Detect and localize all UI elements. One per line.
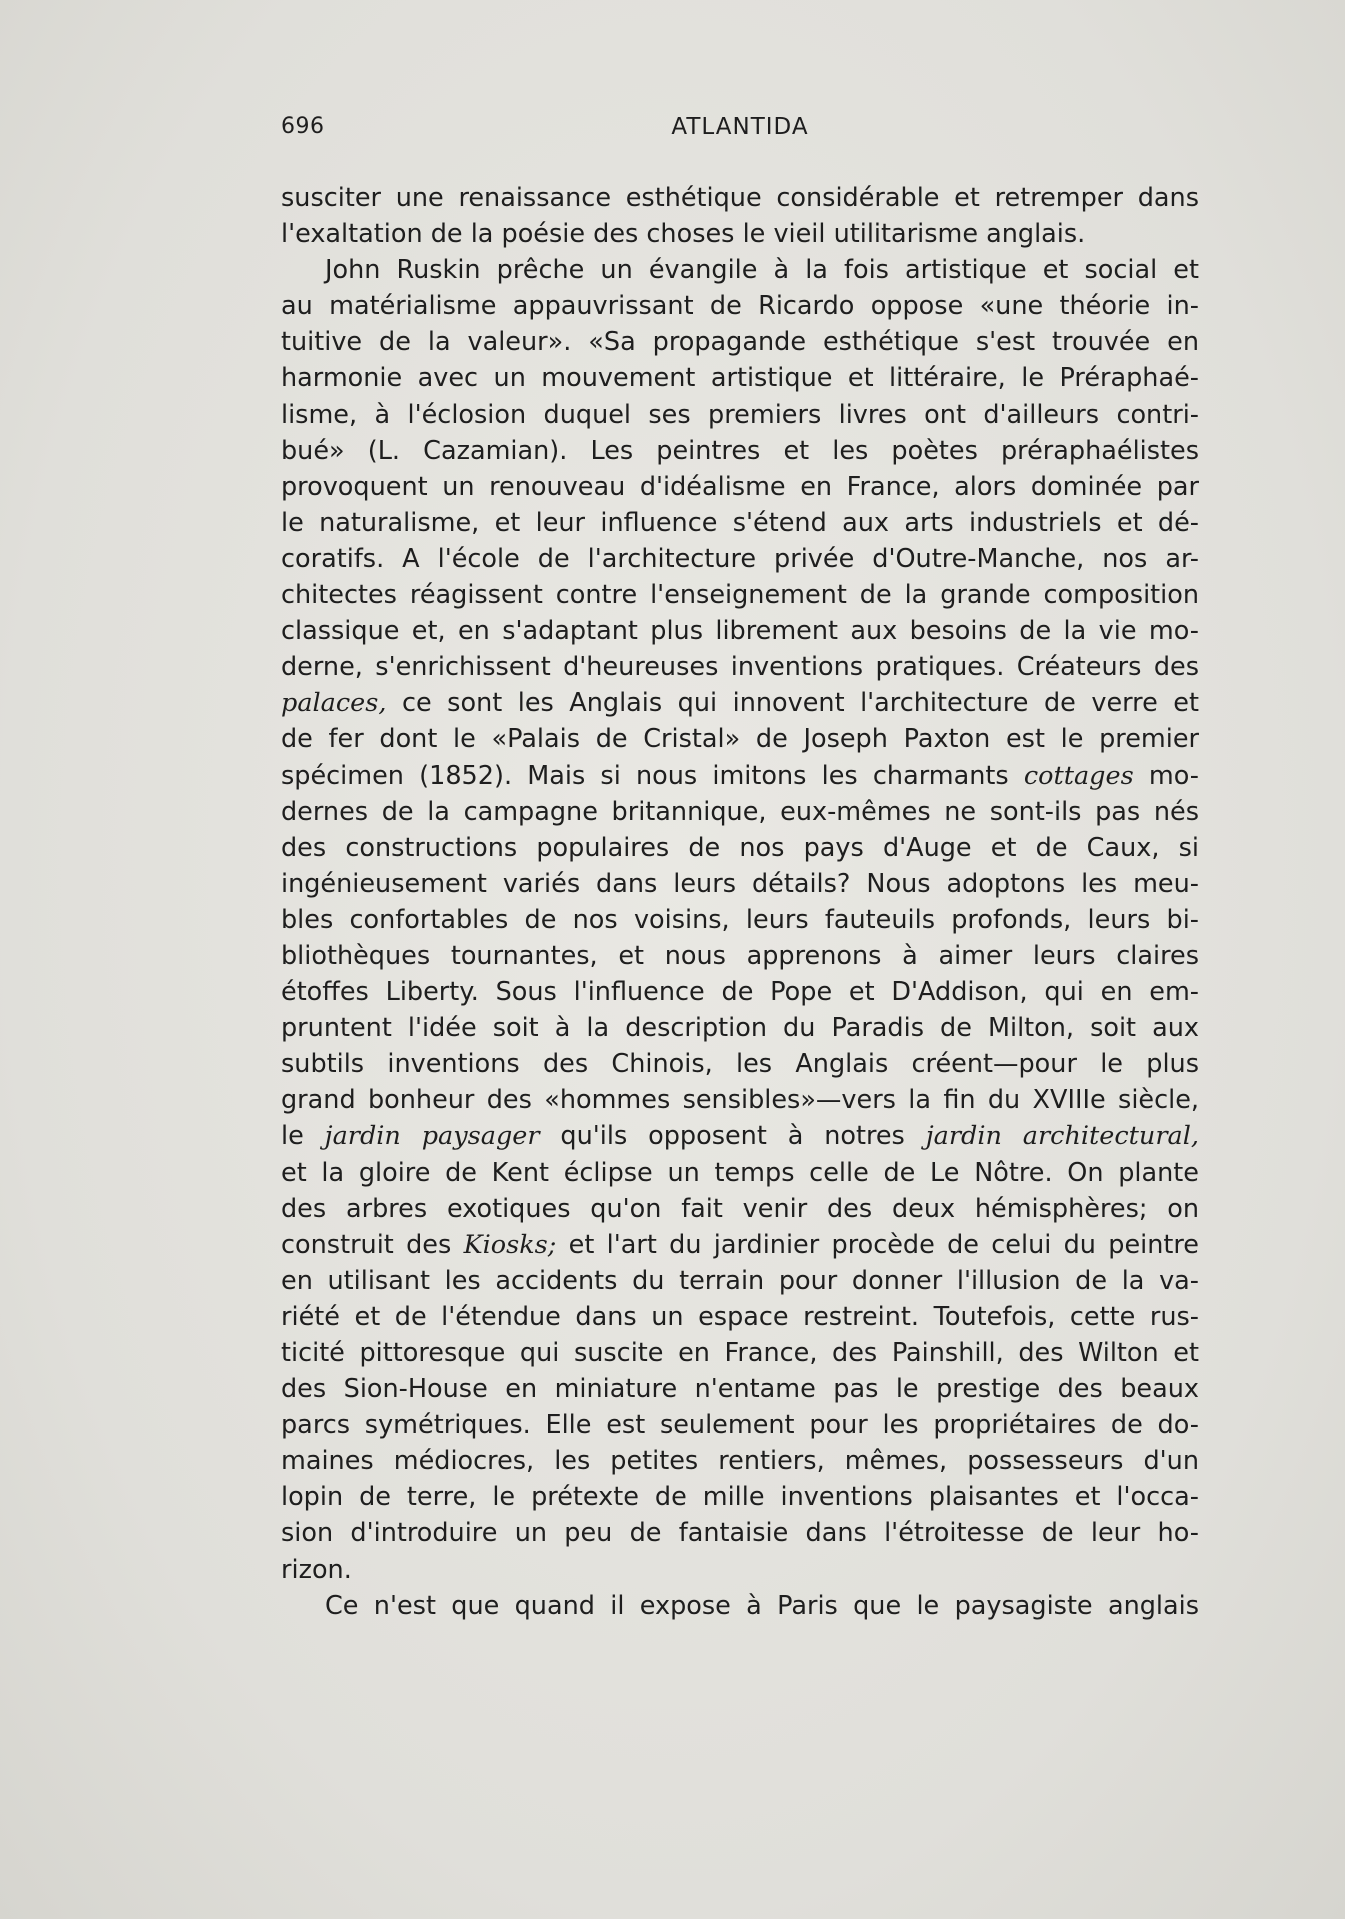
running-head: ATLANTIDA (671, 114, 809, 140)
italic-term: Kiosks; (463, 1229, 557, 1260)
text-line: coratifs. A l'école de l'architecture privée d'Outre-Manche, nos ar- (281, 543, 1199, 574)
text-line: et la gloire de Kent éclipse un temps celle de Le Nôtre. On plante (281, 1157, 1199, 1188)
text-line (281, 685, 1199, 721)
text-line: Ce n'est que quand il expose à Paris que le paysagiste anglais (325, 1590, 1199, 1621)
text-line: parcs symétriques. Elle est seulement pour les propriétaires de do- (281, 1410, 1199, 1441)
text-line: bles confortables de nos voisins, leurs fauteuils profonds, leurs bi- (281, 904, 1199, 935)
text-line: chitectes réagissent contre l'enseignement de la grande composition (281, 580, 1199, 611)
text-line: classique et, en s'adaptant plus librement aux besoins de la vie mo- (281, 616, 1199, 647)
page-header (281, 114, 1199, 150)
text-line: des constructions populaires de nos pays d'Auge et de Caux, si (281, 832, 1199, 863)
text-line: au matérialisme appauvrissant de Ricardo oppose «une théorie in- (281, 291, 1199, 322)
text-line: étoffes Liberty. Sous l'influence de Pope et D'Addison, qui en em- (281, 977, 1199, 1008)
text-line: des Sion-House en miniature n'entame pas le prestige des beaux (281, 1374, 1199, 1405)
text-line: riété et de l'étendue dans un espace restreint. Toutefois, cette rus- (281, 1301, 1199, 1332)
text-line: tuitive de la valeur». «Sa propagande esthétique s'est trouvée en (281, 327, 1199, 358)
text-line: l'exaltation de la poésie des choses le vieil utilitarisme anglais. (281, 219, 1086, 250)
text-line: de fer dont le «Palais de Cristal» de Joseph Paxton est le premier (281, 724, 1199, 755)
text-segment: spécimen (1852). Mais si nous imitons les charmants (281, 760, 1024, 791)
text-segment: construit des (281, 1229, 464, 1260)
text-segment: qu'ils opposent à notres (539, 1121, 926, 1152)
text-line: bliothèques tournantes, et nous apprenons à aimer leurs claires (281, 940, 1199, 971)
text-line: harmonie avec un mouvement artistique et littéraire, le Préraphaé- (281, 363, 1199, 394)
text-line: John Ruskin prêche un évangile à la fois artistique et social et (325, 255, 1199, 286)
text-line: lisme, à l'éclosion duquel ses premiers livres ont d'ailleurs contri- (281, 399, 1199, 430)
text-line: provoquent un renouveau d'idéalisme en France, alors dominée par (281, 471, 1199, 502)
text-line: lopin de terre, le prétexte de mille inventions plaisantes et l'occa- (281, 1482, 1199, 1513)
text-line (281, 758, 1199, 794)
text-line: susciter une renaissance esthétique considérable et retremper dans (281, 183, 1199, 213)
text-line (281, 1118, 1199, 1154)
text-line: maines médiocres, les petites rentiers, mêmes, possesseurs d'un (281, 1446, 1199, 1477)
text-line: en utilisant les accidents du terrain pour donner l'illusion de la va- (281, 1265, 1199, 1296)
italic-term: cottages (1023, 760, 1134, 791)
text-line: le naturalisme, et leur influence s'étend aux arts industriels et dé- (281, 507, 1199, 538)
text-line: pruntent l'idée soit à la description du Paradis de Milton, soit aux (281, 1013, 1199, 1044)
italic-term: palaces, (281, 688, 387, 719)
text-line: grand bonheur des «hommes sensibles»—vers la fin du XVIIIe siècle, (281, 1085, 1199, 1116)
text-line: dernes de la campagne britannique, eux-mêmes ne sont-ils pas nés (281, 796, 1199, 827)
text-line: des arbres exotiques qu'on fait venir des deux hémisphères; on (281, 1193, 1199, 1224)
text-line: sion d'introduire un peu de fantaisie dans l'étroitesse de leur ho- (281, 1518, 1199, 1549)
text-line: subtils inventions des Chinois, les Anglais créent—pour le plus (281, 1049, 1199, 1080)
body-text (281, 180, 1199, 1624)
text-line: ticité pittoresque qui suscite en France, des Painshill, des Wilton et (281, 1338, 1199, 1368)
text-line (281, 1227, 1199, 1263)
text-line: ingénieusement variés dans leurs détails? Nous adoptons les meu- (281, 868, 1199, 899)
italic-term: jardin paysager (324, 1121, 540, 1152)
text-segment: le (281, 1121, 325, 1152)
text-segment: mo- (1133, 760, 1199, 791)
text-segment: et l'art du jardinier procède de celui du peintre (556, 1229, 1199, 1260)
italic-term: jardin architectural, (925, 1121, 1199, 1152)
text-line: derne, s'enrichissent d'heureuses inventions pratiques. Créateurs des (281, 652, 1199, 683)
text-line: bué» (L. Cazamian). Les peintres et les poètes préraphaélistes (281, 435, 1199, 466)
text-line: rizon. (281, 1554, 352, 1585)
page-number: 696 (281, 114, 325, 139)
text-segment: ce sont les Anglais qui innovent l'architecture de verre et (386, 688, 1199, 719)
